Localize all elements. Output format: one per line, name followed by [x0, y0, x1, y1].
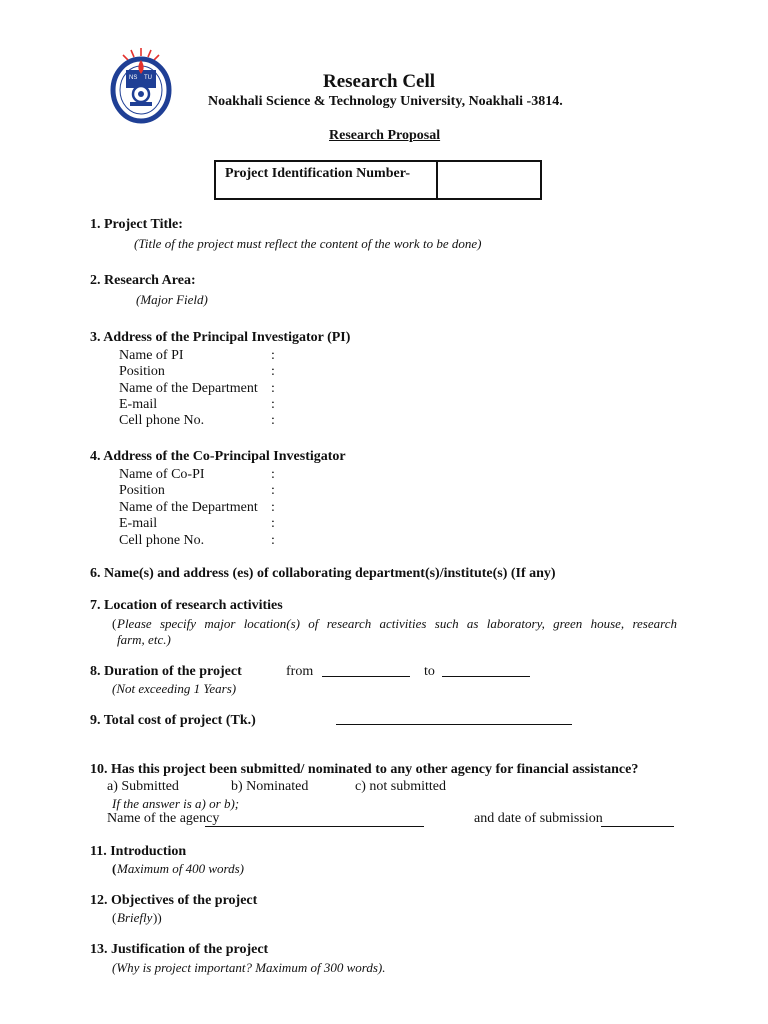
pi-field-colon: : [271, 413, 275, 428]
university-name: Noakhali Science & Technology University, Noakhali -3814. [208, 94, 563, 109]
agency-name-label: Name of the agency [107, 811, 220, 826]
crest-letters-right: TU [144, 75, 152, 81]
section-4-title: 4. Address of the Co-Principal Investigator [90, 449, 346, 464]
section-13-note: (Why is project important? Maximum of 300 words). [112, 960, 386, 975]
section-11-title: 11. Introduction [90, 844, 187, 859]
copi-field-colon: : [271, 500, 275, 515]
duration-to-label: to [424, 664, 435, 679]
total-cost-field[interactable] [336, 724, 572, 725]
option-submitted[interactable]: a) Submitted [107, 779, 179, 794]
project-id-divider [436, 162, 438, 198]
section-9-title: 9. Total cost of project (Tk.) [90, 713, 256, 728]
section-12-note-close: )) [153, 910, 162, 925]
copi-field-colon: : [271, 467, 275, 482]
pi-field-colon: : [271, 381, 275, 396]
submission-date-field[interactable] [601, 826, 674, 827]
copi-field-colon: : [271, 516, 275, 531]
section-8-note: (Not exceeding 1 Years) [112, 681, 237, 696]
section-7-note-open: ( [112, 616, 117, 631]
pi-field-label: Name of PI [119, 348, 184, 363]
section-13-title: 13. Justification of the project [90, 942, 269, 957]
pi-field-label: E-mail [119, 397, 158, 412]
section-11-note: Maximum of 400 words) [117, 861, 244, 876]
section-2-title: 2. Research Area: [90, 273, 196, 288]
section-7-title: 7. Location of research activities [90, 598, 283, 613]
duration-to-field[interactable] [442, 676, 530, 677]
agency-name-field[interactable] [205, 826, 424, 827]
copi-field-colon: : [271, 483, 275, 498]
duration-from-label: from [286, 664, 314, 679]
duration-from-field[interactable] [322, 676, 410, 677]
pi-field-label: Name of the Department [119, 381, 258, 396]
section-3-title: 3. Address of the Principal Investigator (PI) [90, 330, 351, 345]
section-2-note: (Major Field) [136, 292, 208, 307]
section-8-title: 8. Duration of the project [90, 664, 242, 679]
copi-field-label: E-mail [119, 516, 158, 531]
page-title: Research Cell [323, 71, 436, 92]
pi-field-label: Position [119, 364, 165, 379]
document-subtitle: Research Proposal [329, 128, 441, 143]
section-12-title: 12. Objectives of the project [90, 893, 258, 908]
section-10-title: 10. Has this project been submitted/ nominated to any other agency for financial assistance? [90, 762, 639, 777]
project-id-label: Project Identification Number- [225, 166, 411, 181]
pi-field-colon: : [271, 348, 275, 363]
section-12-note: Briefly [117, 910, 153, 925]
section-6-title: 6. Name(s) and address (es) of collaborating department(s)/institute(s) (If any) [90, 566, 556, 581]
copi-field-label: Name of the Department [119, 500, 258, 515]
submission-date-label: and date of submission [474, 811, 603, 826]
university-crest-icon [108, 46, 174, 124]
section-10-note: If the answer is a) or b); [112, 796, 240, 811]
section-11-note-open: ( [112, 861, 117, 876]
option-not-submitted[interactable]: c) not submitted [355, 779, 446, 794]
pi-field-colon: : [271, 397, 275, 412]
copi-field-label: Position [119, 483, 165, 498]
section-1-note: (Title of the project must reflect the content of the work to be done) [134, 236, 482, 251]
section-7-note-line2: farm, etc.) [117, 632, 171, 647]
copi-field-label: Name of Co-PI [119, 467, 205, 482]
section-1-title: 1. Project Title: [90, 217, 183, 232]
copi-field-colon: : [271, 533, 275, 548]
option-nominated[interactable]: b) Nominated [231, 779, 309, 794]
section-7-note-line1: Please specify major location(s) of research activities such as laboratory, green house, research [117, 616, 677, 631]
copi-field-label: Cell phone No. [119, 533, 205, 548]
section-12-note-open: ( [112, 910, 117, 925]
pi-field-colon: : [271, 364, 275, 379]
project-id-value-cell[interactable] [439, 166, 539, 196]
project-id-box [214, 160, 542, 200]
pi-field-label: Cell phone No. [119, 413, 205, 428]
crest-letters-left: NS [129, 75, 138, 81]
